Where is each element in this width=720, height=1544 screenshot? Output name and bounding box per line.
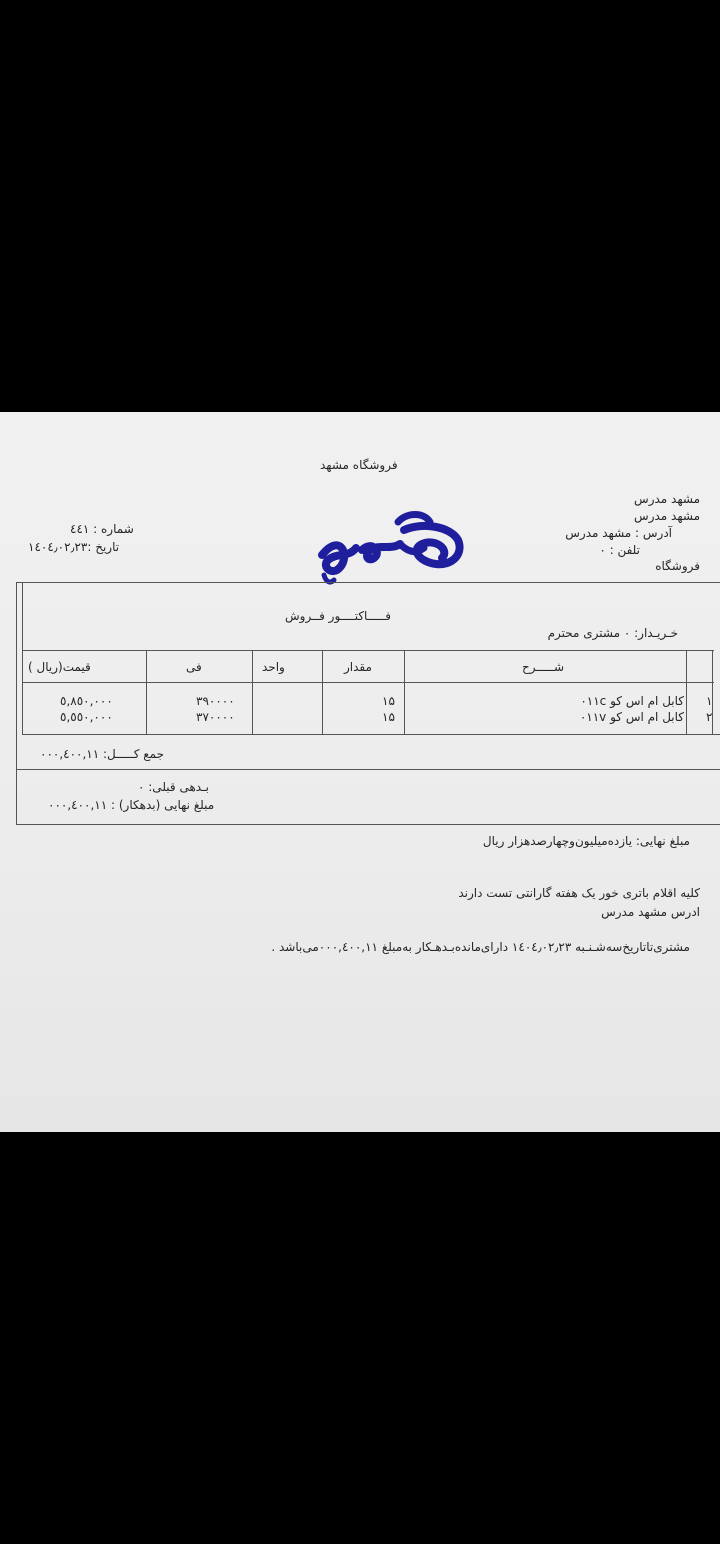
seller-line-1: مشهد مدرس	[634, 492, 700, 506]
row-2-quantity: ۱۵	[382, 710, 395, 724]
row-1-index: ۱	[706, 694, 713, 708]
seller-phone: تلفن : ۰	[599, 543, 640, 557]
warranty-note: کلیه اقلام باتری خور یک هفته گارانتی تست دارند	[458, 886, 700, 900]
invoice-paper	[0, 412, 720, 1132]
row-2-index: ۲	[706, 710, 713, 724]
seller-address: آدرس : مشهد مدرس	[565, 526, 672, 540]
table-top-line	[22, 650, 714, 651]
row-2-total: ٥,٥٥٠,۰۰۰	[60, 710, 113, 724]
frame-top-line	[16, 582, 720, 583]
inner-left-line	[22, 582, 23, 734]
col-sep-qty	[322, 650, 323, 734]
buyer-line: خـریـدار: ۰ مشتری محترم	[547, 626, 678, 640]
col-sep-price	[146, 650, 147, 734]
footer-address: ادرس مشهد مدرس	[601, 905, 700, 919]
col-sep-unit	[252, 650, 253, 734]
sum-total: جمع کـــــل: ۰۰۰,٤۰۰,۱۱	[40, 747, 164, 761]
header-unit: واحد	[262, 660, 285, 674]
store-title: فروشگاه مشهد	[320, 458, 398, 472]
seller-line-2: مشهد مدرس	[634, 509, 700, 523]
previous-debt: بـدهی قبلی: ۰	[138, 780, 209, 794]
totals-divider	[16, 769, 720, 770]
frame-bottom-line	[16, 824, 720, 825]
header-total: قیمت(ریال )	[28, 660, 91, 674]
invoice-number: شماره : ٤٤١	[70, 522, 134, 536]
row-1-unit-price: ۳۹۰۰۰۰	[196, 694, 235, 708]
table-bottom-line	[22, 734, 720, 735]
col-sep-index	[686, 650, 687, 734]
header-description: شـــــرح	[522, 660, 564, 674]
invoice-title: فـــــاکتــــور فــروش	[285, 609, 392, 623]
balance-statement: مشتری‌تاتاریخ‌سه‌شـنـبه ۱٤۰٤٫۰۲٫۲۳ دارای‌مانده‌بـدهـکار به‌مبلغ ۰۰۰,٤۰۰,۱۱می‌باشد .	[271, 940, 690, 954]
row-1-total: ٥,٨٥٠,۰۰۰	[60, 694, 113, 708]
invoice-date: تاریخ :۱٤۰٤٫۰۲٫۲۳	[28, 540, 120, 554]
row-1-quantity: ۱۵	[382, 694, 395, 708]
table-header-bottom-line	[22, 682, 714, 683]
frame-left-line	[16, 582, 17, 824]
header-quantity: مقدار	[344, 660, 372, 674]
col-sep-desc	[404, 650, 405, 734]
row-2-unit-price: ۳۷۰۰۰۰	[196, 710, 235, 724]
final-amount: مبلغ نهایی (بدهکار) : ۰۰۰,٤۰۰,۱۱	[48, 798, 215, 812]
handwritten-gift-stamp	[312, 500, 472, 590]
header-unit-price: فی	[186, 660, 202, 674]
amount-in-words: مبلغ نهایی: یازده‌میلیون‌وچهارصدهزار ریال	[482, 834, 690, 848]
store-label: فروشگاه	[655, 559, 700, 573]
row-2-description: کابل ام اس کو ۰۱۱v	[579, 710, 684, 724]
row-1-description: کابل ام اس کو ۰۱۱c	[580, 694, 684, 708]
